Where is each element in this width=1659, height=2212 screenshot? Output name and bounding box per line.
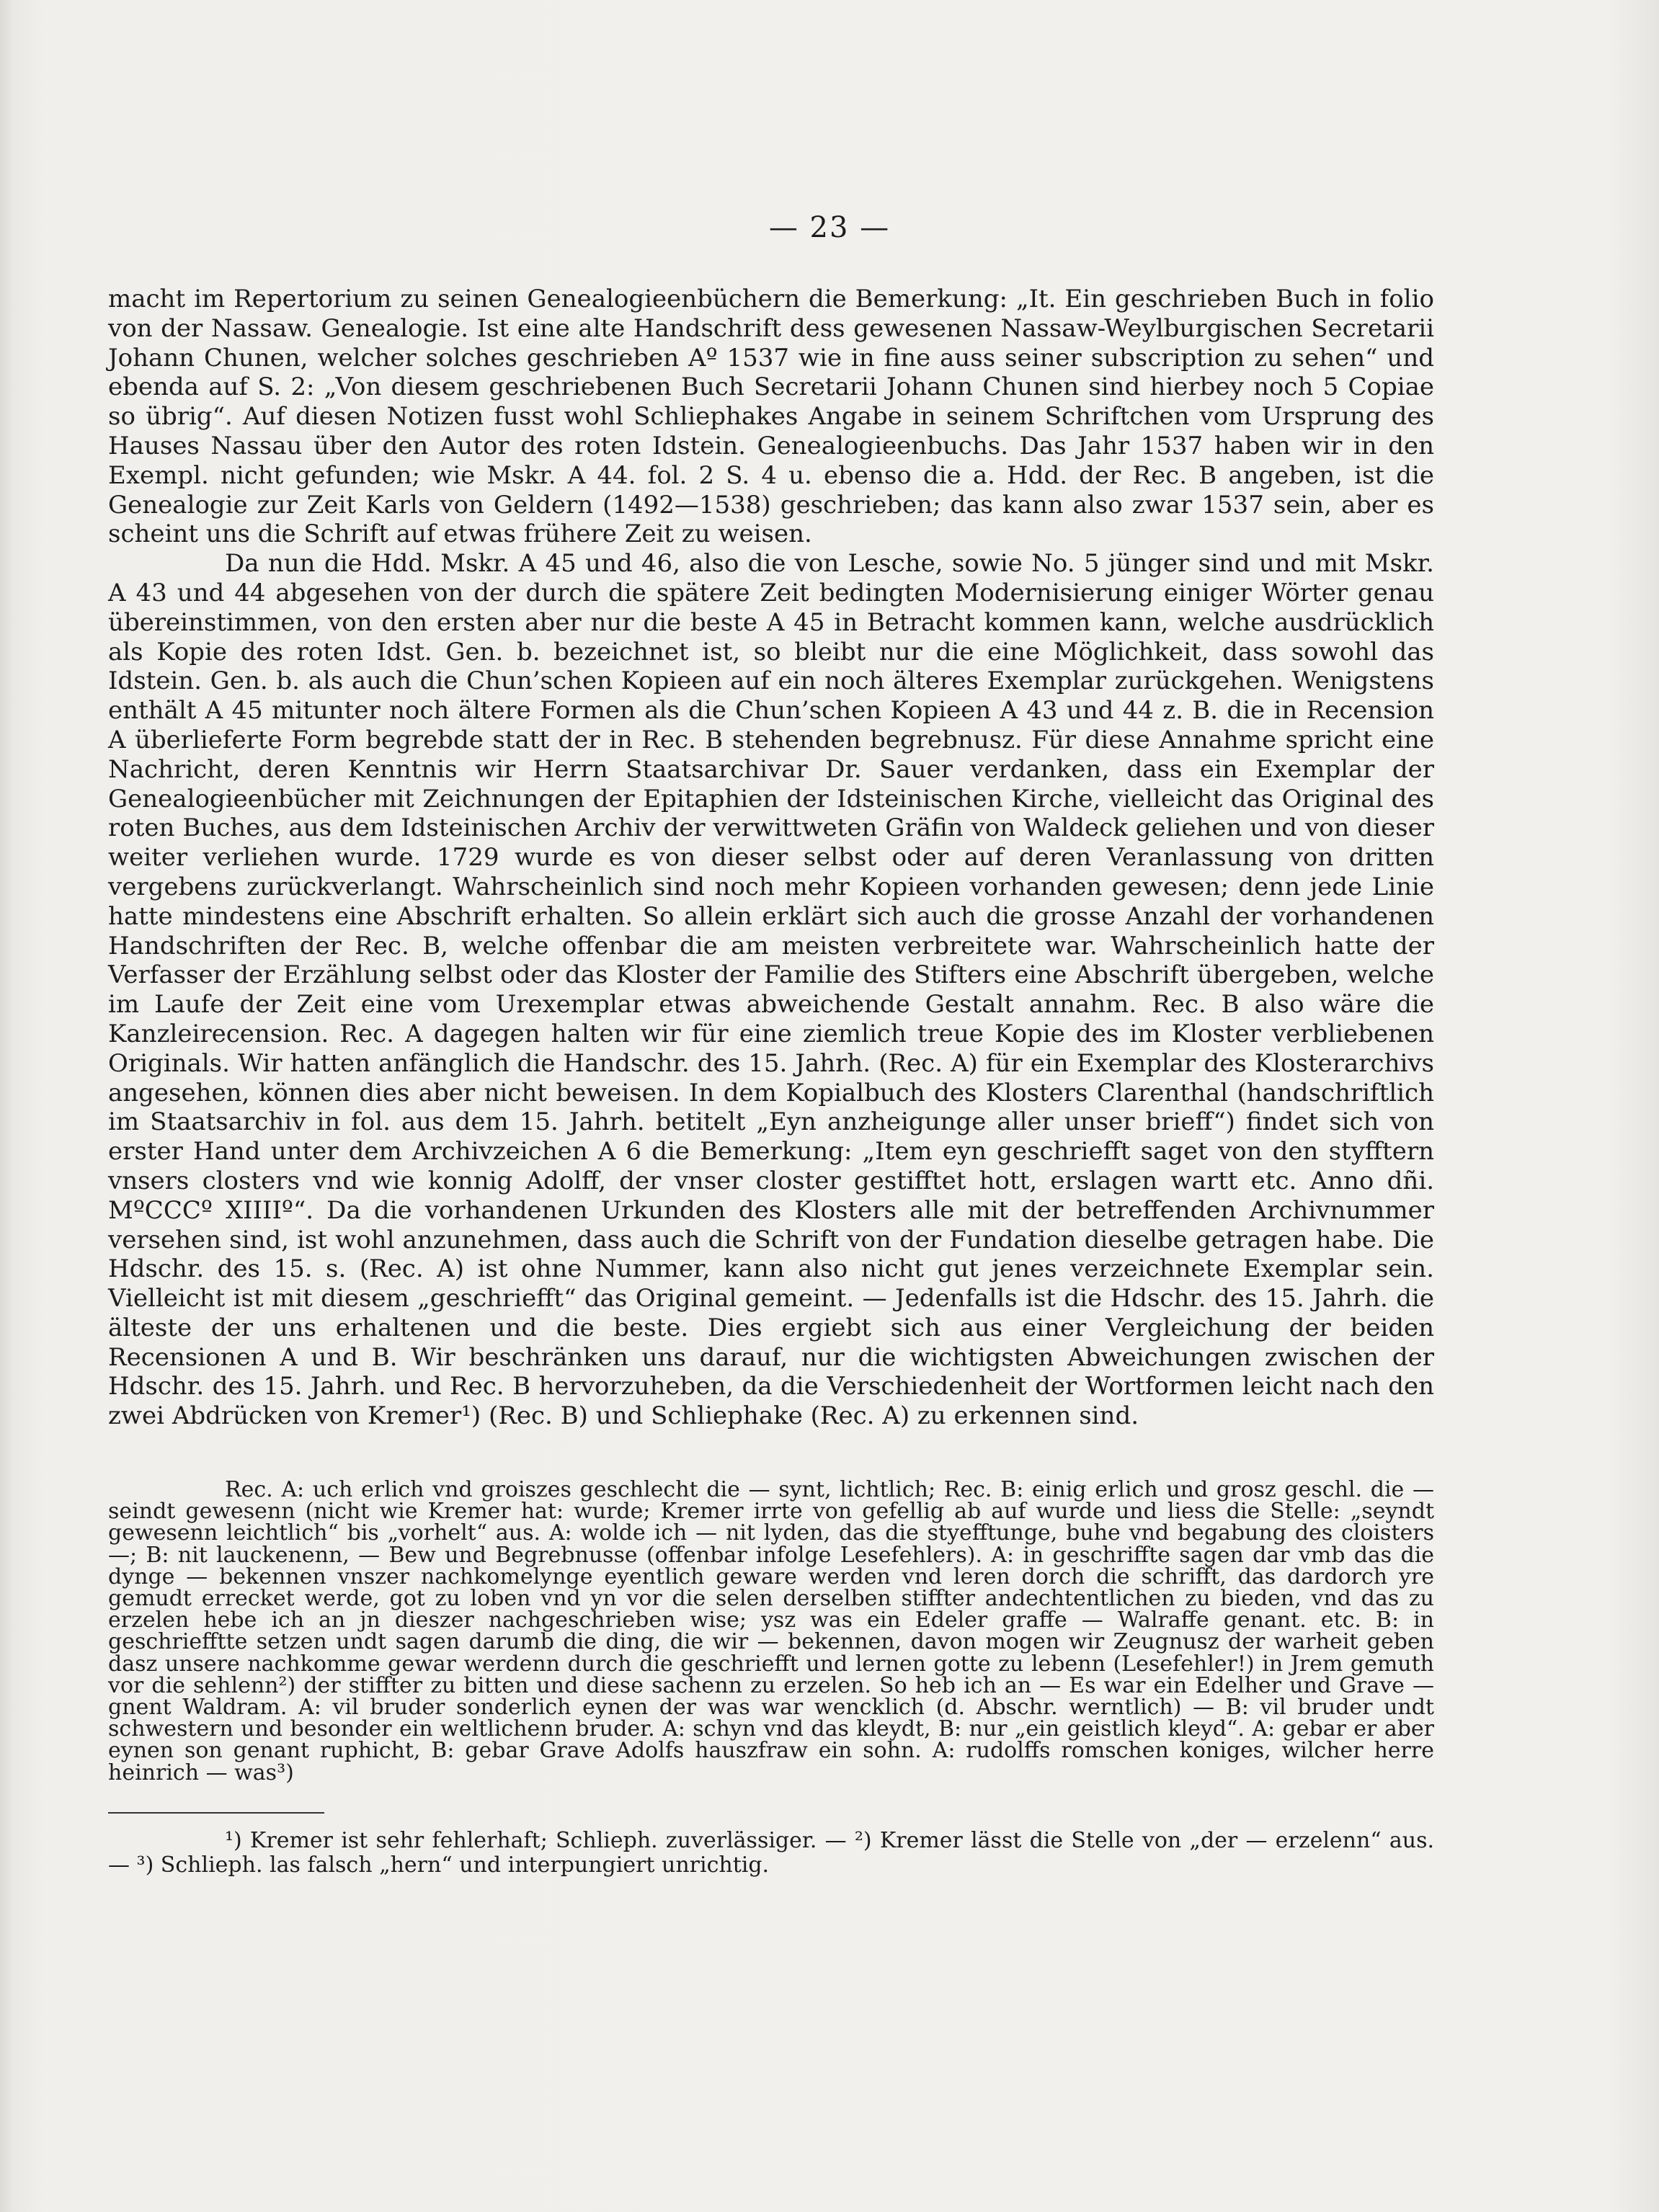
paragraph-1: macht im Repertorium zu seinen Genealogieenbüchern die Bemerkung: „It. Ein geschrieben Buch in folio von der Nassaw. Genealogie. Ist eine alte Handschrift dess gewesenen Nassaw-Weylburgischen Secretarii Johann Chunen, welcher solches geschrieben Aº 1537 wie in fine auss seiner subscription zu sehen“ und ebenda auf S. 2: „Von diesem geschriebenen Buch Secretarii Johann Chunen sind hierbey noch 5 Copiae so übrig“. Auf diesen Notizen fusst wohl Schliephakes Angabe in seinem Schriftchen vom Ursprung des Hauses Nassau über den Autor des roten Idstein. Genealogieenbuchs. Das Jahr 1537 haben wir in den Exempl. nicht gefunden; wie Mskr. A 44. fol. 2 S. 4 u. ebenso die a. Hdd. der Rec. B angeben, ist die Genealogie zur Zeit Karls von Geldern (1492—1538) geschrieben; das kann also zwar 1537 sein, aber es scheint uns die Schrift auf etwas frühere Zeit zu weisen. xyxy=(108,285,1434,549)
footnotes-text: ¹) Kremer ist sehr fehlerhaft; Schlieph. zuverlässiger. — ²) Kremer lässt die Stelle von „der — erzelenn“ aus. — ³) Schlieph. las falsch „hern“ und interpungiert unrichtig. xyxy=(108,1828,1434,1878)
footnotes xyxy=(108,1829,1434,1878)
paragraph-2: Da nun die Hdd. Mskr. A 45 und 46, also die von Lesche, sowie No. 5 jünger sind und mit Mskr. A 43 und 44 abgesehen von der durch die spätere Zeit bedingten Modernisierung einiger Wörter genau übereinstimmen, von den ersten aber nur die beste A 45 in Betracht kommen kann, welche ausdrücklich als Kopie des roten Idst. Gen. b. bezeichnet ist, so bleibt nur die eine Möglichkeit, dass sowohl das Idstein. Gen. b. als auch die Chun’schen Kopieen auf ein noch älteres Exemplar zurückgehen. Wenigstens enthält A 45 mitunter noch ältere Formen als die Chun’schen Kopieen A 43 und 44 z. B. die in Recension A überlieferte Form begrebde statt der in Rec. B stehenden begrebnusz. Für diese Annahme spricht eine Nachricht, deren Kenntnis wir Herrn Staatsarchivar Dr. Sauer verdanken, dass ein Exemplar der Genealogieenbücher mit Zeichnungen der Epitaphien der Idsteinischen Kirche, vielleicht das Original des roten Buches, aus dem Idsteinischen Archiv der verwittweten Gräfin von Waldeck geliehen und von dieser weiter verliehen wurde. 1729 wurde es von dieser selbst oder auf deren Veranlassung von dritten vergebens zurückverlangt. Wahrscheinlich sind noch mehr Kopieen vorhanden gewesen; denn jede Linie hatte mindestens eine Abschrift erhalten. So allein erklärt sich auch die grosse Anzahl der vorhandenen Handschriften der Rec. B, welche offenbar die am meisten verbreitete war. Wahrscheinlich hatte der Verfasser der Erzählung selbst oder das Kloster der Familie des Stifters eine Abschrift übergeben, welche im Laufe der Zeit eine vom Urexemplar etwas abweichende Gestalt annahm. Rec. B also wäre die Kanzleirecension. Rec. A dagegen halten wir für eine ziemlich treue Kopie des im Kloster verbliebenen Originals. Wir hatten anfänglich die Handschr. des 15. Jahrh. (Rec. A) für ein Exemplar des Klosterarchivs angesehen, können dies aber nicht beweisen. In dem Kopialbuch des Klosters Clarenthal (handschriftlich im Staatsarchiv in fol. aus dem 15. Jahrh. betitelt „Eyn anzheigunge aller unser brieff“) findet sich von erster Hand unter dem Archivzeichen A 6 die Bemerkung: „Item eyn geschriefft saget von den styfftern vnsers closters vnd wie konnig Adolff, der vnser closter gestifftet hott, erslagen wartt etc. Anno dñi. MºCCCº XIIIIº“. Da die vorhandenen Urkunden des Klosters alle mit der betreffenden Archivnummer versehen sind, ist wohl anzunehmen, dass auch die Schrift von der Fundation dieselbe getragen habe. Die Hdschr. des 15. s. (Rec. A) ist ohne Nummer, kann also nicht gut jenes verzeichnete Exemplar sein. Vielleicht ist mit diesem „geschriefft“ das Original gemeint. — Jedenfalls ist die Hdschr. des 15. Jahrh. die älteste der uns erhaltenen und die beste. Dies ergiebt sich aus einer Vergleichung der beiden Recensionen A und B. Wir beschränken uns darauf, nur die wichtigsten Abweichungen zwischen der Hdschr. des 15. Jahrh. und Rec. B hervorzuheben, da die Verschiedenheit der Wortformen leicht nach den zwei Abdrücken von Kremer¹) (Rec. B) und Schliephake (Rec. A) zu erkennen sind. xyxy=(108,549,1434,1431)
variant-readings xyxy=(108,1479,1434,1784)
variant-readings-text: Rec. A: uch erlich vnd groiszes geschlecht die — synt, lichtlich; Rec. B: einig erlich und grosz geschl. die — seindt gewesenn (nicht wie Kremer hat: wurde; Kremer irrte von gefellig ab auf wurde und liess die Stelle: „seyndt gewesenn leichtlich“ bis „vorhelt“ aus. A: wolde ich — nit lyden, das die styefftunge, buhe vnd begabung des cloisters —; B: nit lauckenenn, — Bew und Begrebnusse (offenbar infolge Lesefehlers). A: in geschriffte sagen dar vmb das die dynge — bekennen vnszer nachkomelynge eyentlich geware werden vnd leren dorch die schrifft, das dardorch yre gemudt errecket werde, got zu loben vnd yn vor die selen derselben stiffter andechtentlichen zu bieden, vnd das zu erzelen hebe ich an jn dieszer nachgeschrieben wise; ysz was ein Edeler graffe — Walraffe genant. etc. B: in geschriefftte setzen undt sagen darumb die ding, die wir — bekennen, davon mogen wir Zeugnusz der warheit geben dasz unsere nachkomme gewar werdenn durch die geschriefft und lernen gotte zu lebenn (Lesefehler!) in Jrem gemuth vor die sehlenn²) der stiffter zu bitten und diese sachenn zu erzelen. So heb ich an — Es war ein Edelher und Grave — gnent Waldram. A: vil bruder sonderlich eynen der was war wencklich (d. Abschr. werntlich) — B: vil bruder undt schwestern und besonder ein weltlichenn bruder. A: schyn vnd das kleydt, B: nur „ein geistlich kleyd“. A: gebar er aber eynen son genant ruphicht, B: gebar Grave Adolfs hauszfraw ein sohn. A: rudolffs romschen koniges, wilcher herre heinrich — was³) xyxy=(108,1477,1434,1785)
footnote-divider xyxy=(108,1812,324,1814)
main-text xyxy=(108,285,1434,1431)
page-number-header: — 23 — xyxy=(768,211,891,244)
